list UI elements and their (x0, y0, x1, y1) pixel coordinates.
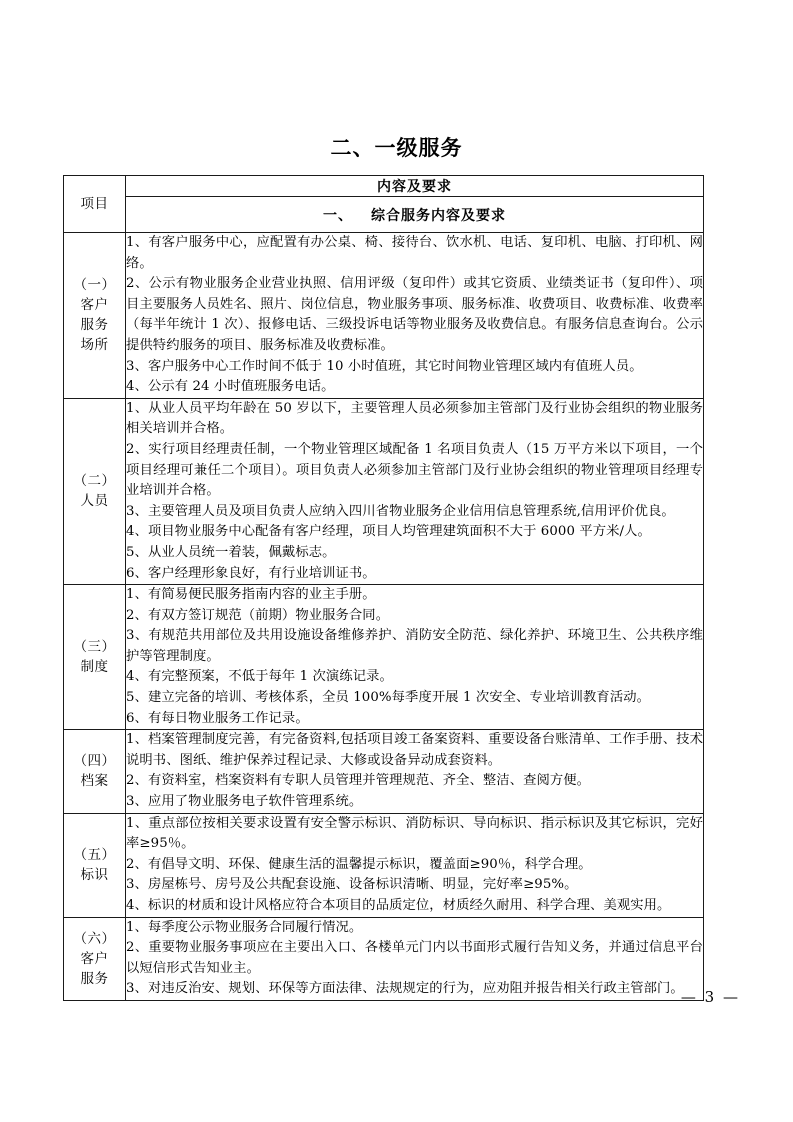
content-paragraph: 5、从业人员统一着装，佩戴标志。 (126, 544, 336, 560)
page-title: 二、一级服务 (330, 135, 463, 160)
content-paragraph: 2、有资料室，档案资料有专职人员管理并管理规范、齐全、整洁、查阅方便。 (126, 773, 591, 789)
item-line: （四） (73, 753, 116, 770)
item-line: （三） (73, 639, 116, 656)
content-paragraph: 4、公示有 24 小时值班服务电话。 (126, 379, 335, 395)
content-paragraph: 2、实行项目经理责任制，一个物业管理区域配备 1 名项目负责人（15 万平方米以下项目，一个项目经理可兼任二个项目）。项目负责人必须参加主管部门及行业协会组织的物业管理项目经理专业培训并合格。 (126, 441, 703, 499)
service-requirements-table (63, 175, 704, 1001)
item-line: （六） (73, 930, 116, 947)
content-paragraph: 3、房屋栋号、房号及公共配套设施、设备标识清晰、明显，完好率≥95%。 (126, 877, 578, 893)
row-content-5 (126, 813, 704, 917)
content-paragraph: 3、主要管理人员及项目负责人应纳入四川省物业服务企业信用信息管理系统,信用评价优良。 (126, 503, 675, 519)
table-row (64, 730, 704, 813)
item-line: 服务 (80, 317, 109, 334)
header-section-row (126, 197, 704, 233)
row-item-label-2 (64, 398, 126, 584)
content-paragraph: 6、客户经理形象良好，有行业培训证书。 (126, 565, 376, 581)
content-paragraph: 1、有简易便民服务指南内容的业主手册。 (126, 587, 376, 603)
content-paragraph: 3、有规范共用部位及共用设施设备维修养护、消防安全防范、绿化养护、环境卫生、公共秩序维护等管理制度。 (126, 628, 703, 664)
content-paragraph: 2、有倡导文明、环保、健康生活的温馨提示标识，覆盖面≥90％，科学合理。 (126, 856, 592, 872)
content-paragraph: 1、重点部位按相关要求设置有安全警示标识、消防标识、导向标识、指示标识及其它标识，完好率≥95％。 (126, 815, 703, 852)
item-line: （五） (73, 847, 116, 864)
content-paragraph: 2、有双方签订规范（前期）物业服务合同。 (126, 607, 390, 623)
item-line: （二） (73, 473, 116, 490)
item-line: 服务 (80, 970, 109, 987)
content-paragraph: 1、每季度公示物业服务合同履行情况。 (126, 919, 363, 935)
content-paragraph: 5、建立完备的培训、考核体系，全员 100%每季度开展 1 次安全、专业培训教育活动。 (126, 690, 651, 706)
content-paragraph: 2、公示有物业服务企业营业执照、信用评级（复印件）或其它资质、业绩类证书（复印件）、项目主要服务人员姓名、照片、岗位信息，物业服务事项、服务标准、收费项目、收费标准、收费率（每半年统计 1 次）、报修电话、三级投诉电话等物业服务及收费信息。有服务信息查询台。公示提供特约服务的项目、服务标准及收费标准。 (126, 276, 703, 353)
item-line: 制度 (80, 659, 109, 676)
row-content-2 (126, 398, 704, 584)
content-paragraph: 4、项目物业服务中心配备有客户经理，项目人均管理建筑面积不大于 6000 平方米/人。 (126, 524, 651, 540)
content-paragraph: 1、从业人员平均年龄在 50 岁以下，主要管理人员必须参加主管部门及行业协会组织的物业服务相关培训并合格。 (126, 400, 703, 437)
header-section-number: 一、 (323, 208, 353, 224)
table-row (64, 398, 704, 584)
row-item-label-1 (64, 233, 126, 399)
item-line: 客户 (80, 950, 109, 967)
table-header-row-2 (64, 197, 704, 233)
row-item-label-4 (64, 730, 126, 813)
table-header-row-1 (64, 176, 704, 197)
item-line: 档案 (80, 773, 109, 790)
content-paragraph: 1、有客户服务中心，应配置有办公桌、椅、接待台、饮水机、电话、复印机、电脑、打印机、网络。 (126, 235, 703, 271)
item-line: （一） (73, 277, 116, 294)
item-line: 标识 (80, 867, 109, 884)
table-row (64, 585, 704, 730)
table-row (64, 813, 704, 917)
content-paragraph: 2、重要物业服务事项应在主要出入口、各楼单元门内以书面形式履行告知义务，并通过信息平台以短信形式告知业主。 (126, 940, 703, 976)
content-paragraph: 3、对违反治安、规划、环保等方面法律、法规规定的行为，应劝阻并报告相关行政主管部门。 (126, 981, 684, 997)
content-paragraph: 3、客户服务中心工作时间不低于 10 小时值班，其它时间物业管理区域内有值班人员。 (126, 358, 643, 374)
header-content-column: 内容及要求 (126, 176, 704, 197)
row-item-label-5 (64, 813, 126, 917)
page-number: — 3 — (680, 988, 740, 1006)
row-content-4 (126, 730, 704, 813)
item-line: 客户 (80, 297, 109, 314)
row-content-3 (126, 585, 704, 730)
item-line: 场所 (80, 337, 109, 354)
header-item-column: 项目 (64, 176, 126, 233)
content-paragraph: 3、应用了物业服务电子软件管理系统。 (126, 794, 363, 810)
content-paragraph: 1、档案管理制度完善，有完备资料,包括项目竣工备案资料、重要设备台账清单、工作手册、技术说明书、图纸、维护保养过程记录、大修或设备异动成套资料。 (126, 732, 703, 768)
header-section-label: 综合服务内容及要求 (371, 208, 506, 224)
content-paragraph: 4、有完整预案，不低于每年 1 次演练记录。 (126, 669, 393, 685)
row-content-1 (126, 233, 704, 399)
content-paragraph: 6、有每日物业服务工作记录。 (126, 710, 309, 726)
row-item-label-3 (64, 585, 126, 730)
table-row (64, 233, 704, 399)
content-paragraph: 4、标识的材质和设计风格应符合本项目的品质定位，材质经久耐用、科学合理、美观实用。 (126, 898, 671, 913)
item-line: 人员 (80, 493, 109, 510)
